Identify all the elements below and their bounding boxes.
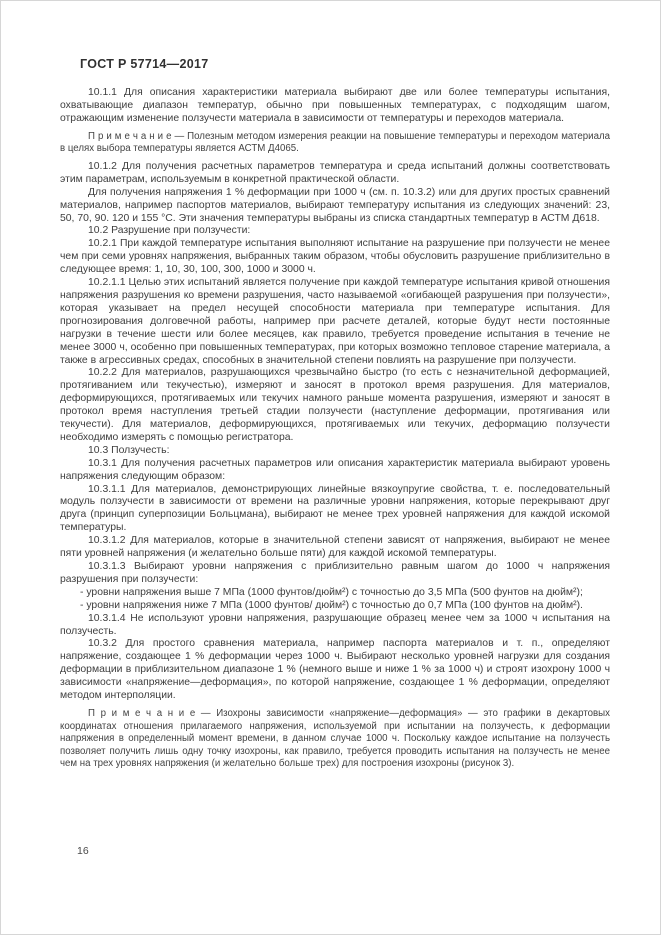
clause-10-3-1-4: 10.3.1.4 Не используют уровни напряжения, разрушающие образец менее чем за 1000 ч испытания на ползучесть. bbox=[60, 612, 610, 637]
clause-10-3-1-1: 10.3.1.1 Для материалов, демонстрирующих линейные вязкоупругие свойства, т. е. последовательный модуль ползучести в зависимости от времени на различные уровни напряжения, которые перекрывают друг друга (принцип суперпозиции Больцмана), выбирают не менее трех уровней напряжения для каждой искомой температуры. bbox=[60, 483, 610, 534]
clause-10-1-2: 10.1.2 Для получения расчетных параметров температура и среда испытаний должны соответствовать этим параметрам, используемым в конкретной практической области. bbox=[60, 160, 610, 185]
clause-10-3-1-2: 10.3.1.2 Для материалов, которые в значительной степени зависят от напряжения, выбирают не менее пяти уровней напряжения (и желательно больше пяти) для каждой искомой температуры. bbox=[60, 535, 610, 560]
clause-10-3-1-3: 10.3.1.3 Выбирают уровни напряжения с приблизительно равным шагом до 1000 ч напряжения разрушения при ползучести: bbox=[60, 561, 610, 585]
clause-10-3: 10.3 Ползучесть: bbox=[88, 444, 170, 456]
note-astm-d4065: П р и м е ч а н и е — Полезным методом измерения реакции на повышение температуры и переходом материала в целях выбора температуры является АСТМ Д4065. bbox=[60, 130, 610, 155]
clause-10-3-2: 10.3.2 Для простого сравнения материала, например паспорта материалов и т. п., определяют напряжение, создающее 1 % деформации через 1000 ч. Выбирают несколько уровней нагрузки для создания деформации в приблизительном диапазоне 1 % (немного выше и ниже 1 % за 1000 ч) и строят изохрону 1000 ч зависимости «напряжение—деформация», по которой напряжение, создающее 1 % деформации, определяют методом интерполяции. bbox=[60, 638, 610, 702]
document-body bbox=[60, 87, 610, 776]
document-header: ГОСТ Р 57714—2017 bbox=[80, 57, 209, 71]
clause-10-2-2: 10.2.2 Для материалов, разрушающихся чрезвычайно быстро (то есть с незначительной деформацией, протягиванием или текучестью), измеряют и заносят в протокол время разрушения. Для материалов, деформирующихся, протягиваемых или текучих намного раньше момента разрушения, измеряют и заносят в протокол время наступления третьей стадии ползучести (наступление деформации, протягивания или текучести). Для материалов, деформирующихся, протягиваемых или текучих, деформацию ползучести необходимо измерять с помощью регистратора. bbox=[60, 367, 610, 443]
clause-10-2: 10.2 Разрушение при ползучести: bbox=[88, 225, 251, 237]
list-item-stress-above-7mpa: - уровни напряжения выше 7 МПа (1000 фунтов/дюйм²) с точностью до 3,5 МПа (500 фунтов на дюйм²); bbox=[80, 586, 583, 598]
list-item-stress-below-7mpa: - уровни напряжения ниже 7 МПа (1000 фунтов/ дюйм²) с точностью до 0,7 МПа (100 фунтов на дюйм²). bbox=[80, 599, 583, 611]
note-isochrones: П р и м е ч а н и е — Изохроны зависимости «напряжение—деформация» — это графики в декартовых координатах отношения прилагаемого напряжения, используемой при испытании на ползучесть, к деформации напряжения в определенный момент времени, в данном случае 1000 ч. Поскольку каждое испытание на ползучесть позволяет получить лишь одну точку изохроны, как правило, требуется проводить испытания на ползучесть не менее чем на трех уровнях напряжения (и желательно больше трех) для построения изохроны (рисунок 3). bbox=[60, 707, 610, 770]
clause-10-3-1: 10.3.1 Для получения расчетных параметров или описания характеристик материала выбирают уровень напряжения следующим образом: bbox=[60, 457, 610, 482]
page-number: 16 bbox=[77, 845, 89, 857]
clause-10-1-2-continued: Для получения напряжения 1 % деформации при 1000 ч (см. п. 10.3.2) или для других простых сравнений материалов, например паспортов материалов, выбирают температуру испытания из следующих значений: 23, 50, 70, 90. 120 и 155 °С. Эти значения температуры выбраны из списка стандартных температур в АСТМ Д618. bbox=[60, 186, 610, 224]
clause-10-2-1: 10.2.1 При каждой температуре испытания выполняют испытание на разрушение при ползучести не менее чем при семи уровнях напряжения, выбранных таким образом, чтобы обусловить разрушение приблизительно в следующее время: 1, 10, 30, 100, 300, 1000 и 3000 ч. bbox=[60, 238, 610, 276]
clause-10-1-1: 10.1.1 Для описания характеристики материала выбирают две или более температуры испытания, охватывающие диапазон температур, обычно при повышенных температурах, с подходящим шагом, отражающим изменение ползучести материала в зависимости от температуры и переходов материала. bbox=[60, 87, 610, 124]
clause-10-2-1-1: 10.2.1.1 Целью этих испытаний является получение при каждой температуре испытания кривой отношения напряжения разрушения ко времени разрушения, часто называемой «огибающей разрушения при ползучести», которая указывает на предел несущей способности материала при температуре испытания. Для прогнозирования долговечной работы, например при расчете деталей, которые будут нести постоянные нагрузки в течение шести или более месяцев, как правило, требуется проведение испытания в течение не менее 3000 ч, особенно при повышенных температурах, при которых возможно тепловое старение материала, а также в агрессивных средах, способных в значительной степени повлиять на разрушение при ползучести. bbox=[60, 277, 610, 366]
